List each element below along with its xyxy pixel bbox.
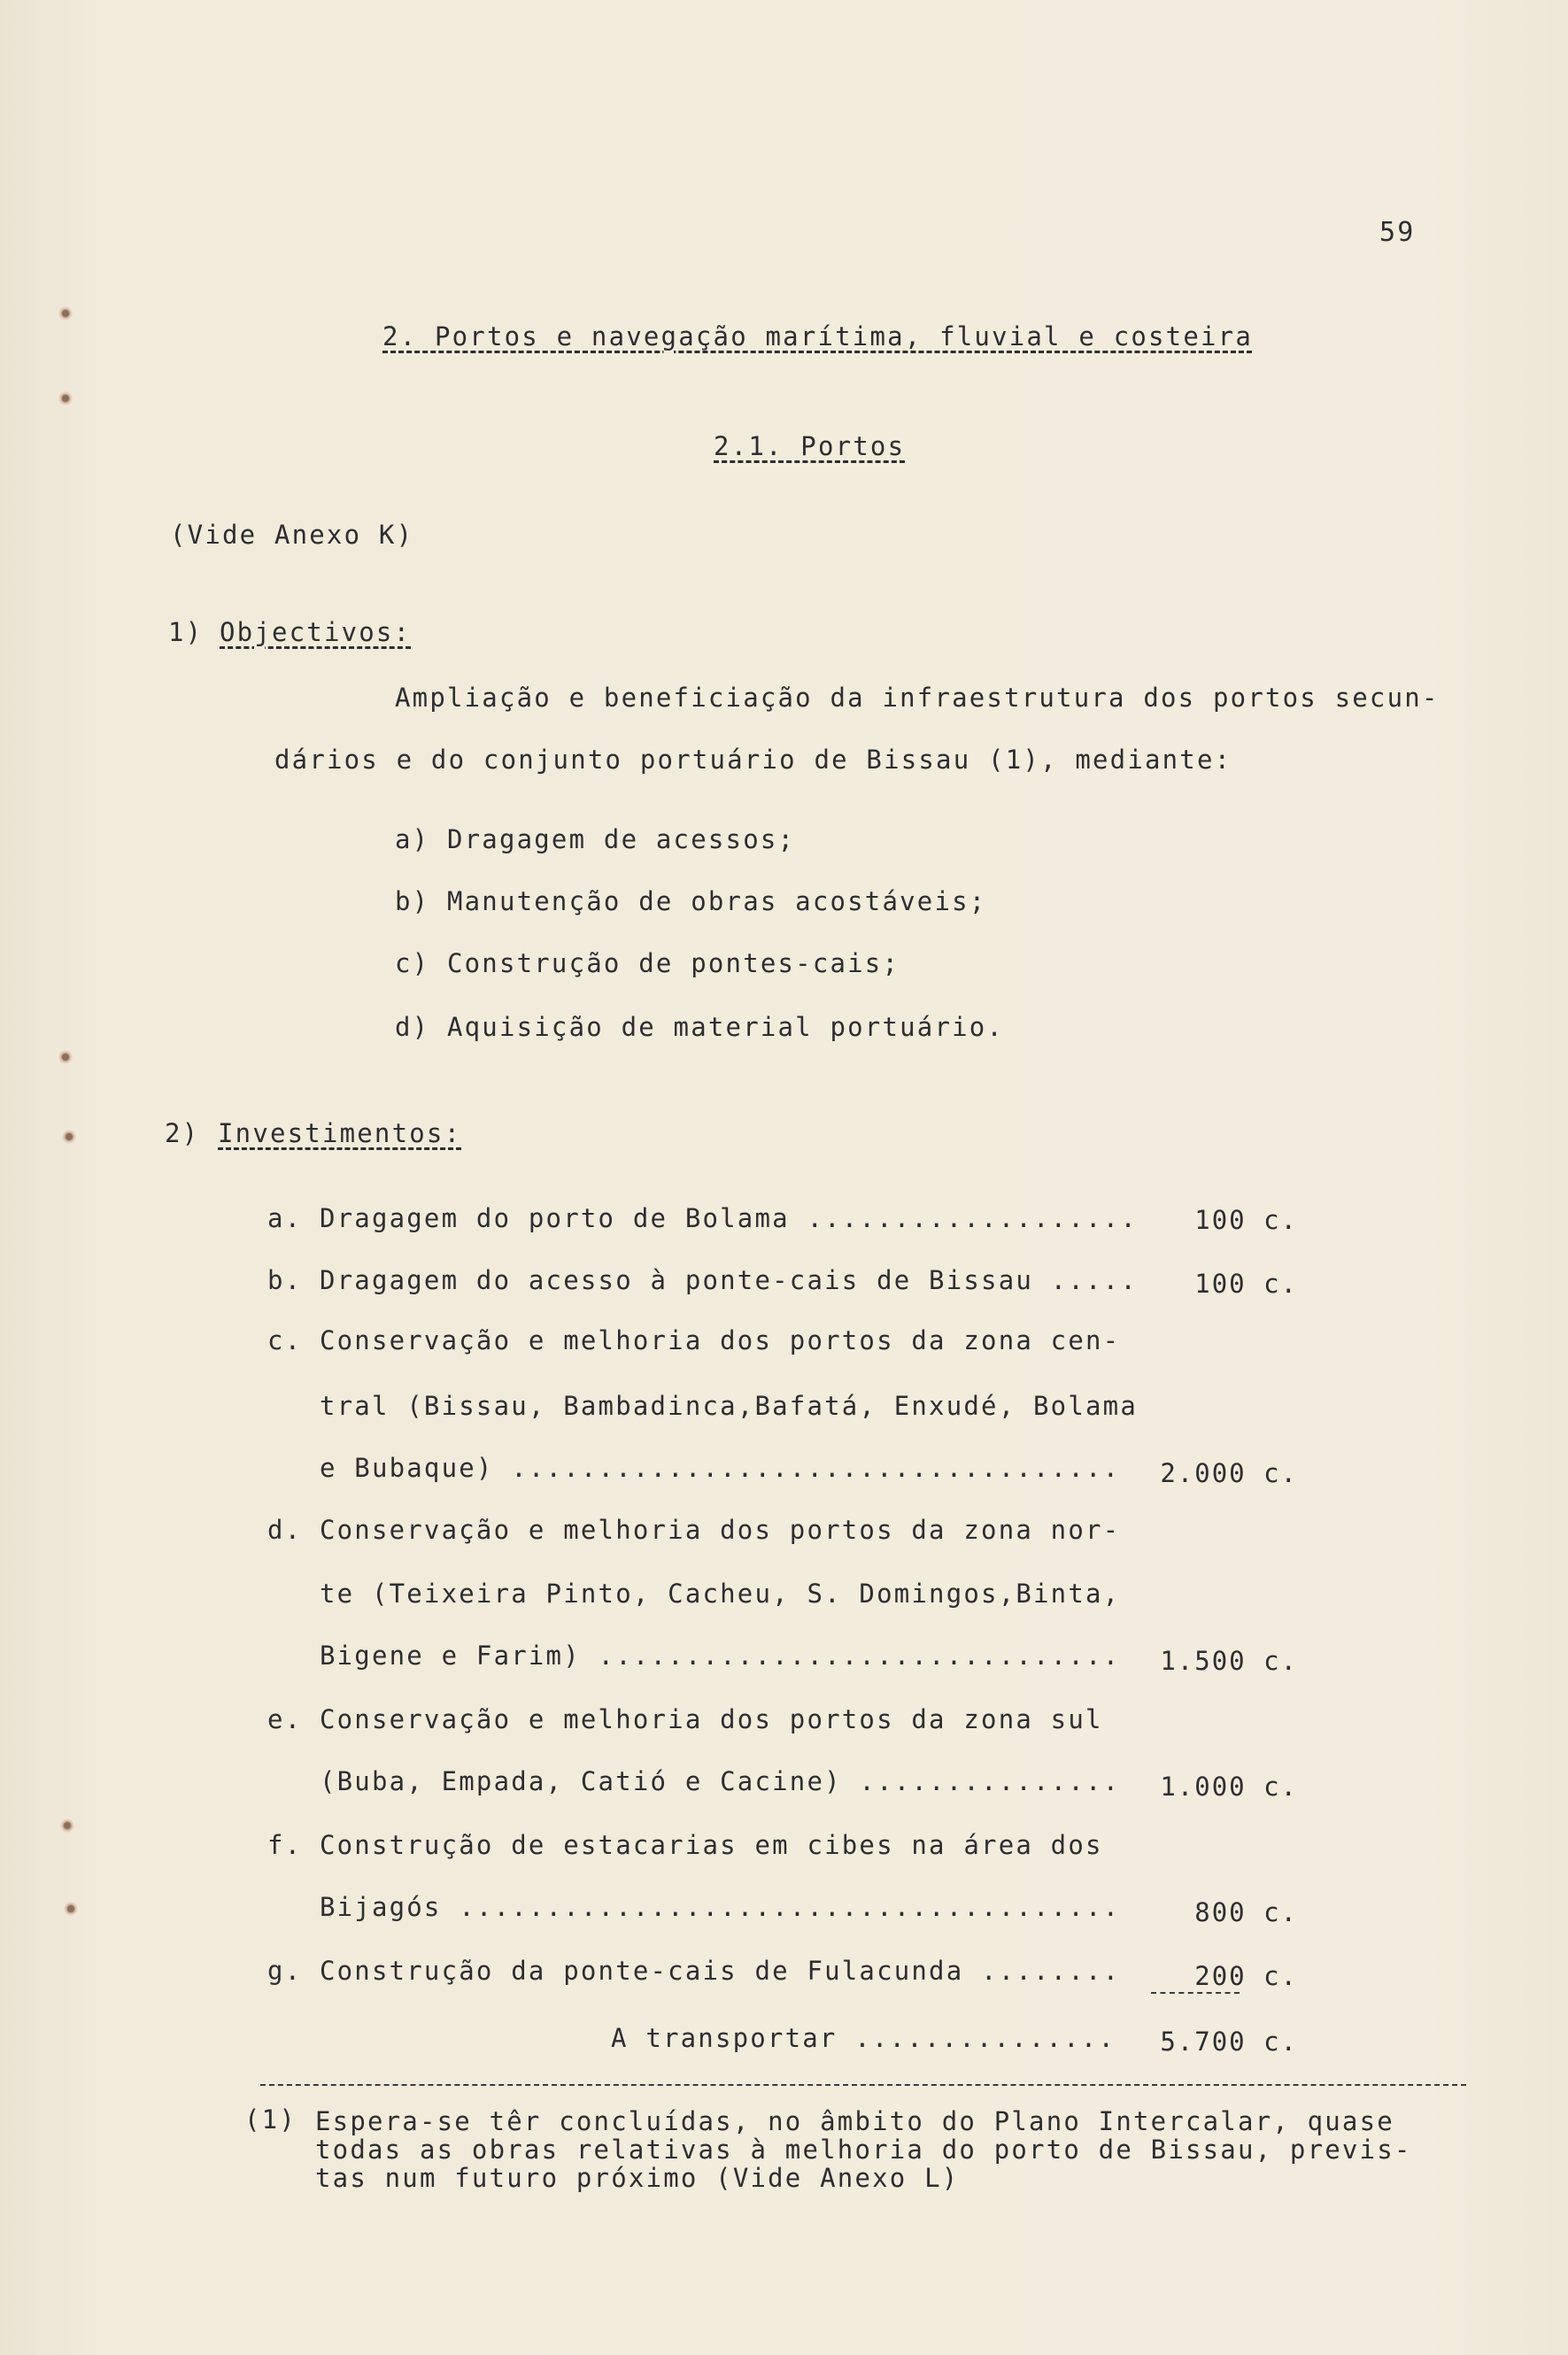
objectives-heading: Objectivos: <box>220 617 412 647</box>
investment-line: tral (Bissau, Bambadinca,Bafatá, Enxudé, Bolama <box>267 1391 1138 1421</box>
investment-amount: 100 c. <box>1194 1269 1298 1299</box>
section-title: 2. Portos e navegação marítima, fluvial e costeira <box>382 321 1253 351</box>
binder-hole <box>64 1902 78 1916</box>
footnote-line: Espera-se têr concluídas, no âmbito do Plano Intercalar, quase <box>315 2106 1394 2136</box>
investments-number: 2) <box>165 1118 200 1148</box>
investment-line: g. Construção da ponte-cais de Fulacunda ........ <box>267 1956 1121 1986</box>
binder-hole <box>62 1130 76 1144</box>
objective-item: b) Manutenção de obras acostáveis; <box>395 886 987 916</box>
binder-hole <box>58 391 73 405</box>
objectives-paragraph-line: dários e do conjunto portuário de Bissau (1), mediante: <box>274 745 1232 775</box>
carry-forward-label: A transportar ............... <box>611 2023 1116 2053</box>
investment-amount: 200 c. <box>1194 1961 1298 1991</box>
footnote-line: todas as obras relativas à melhoria do porto de Bissau, previs- <box>315 2135 1412 2165</box>
subtotal-underline <box>1151 1992 1240 1994</box>
objective-item: a) Dragagem de acessos; <box>395 824 796 854</box>
objectives-paragraph-line: Ampliação e beneficiação da infraestrutura dos portos secun- <box>395 683 1440 713</box>
carry-forward-amount: 5.700 c. <box>1160 2027 1298 2057</box>
footnote-line: tas num futuro próximo (Vide Anexo L) <box>315 2163 960 2193</box>
investment-line: (Buba, Empada, Catió e Cacine) ............... <box>267 1766 1121 1796</box>
binder-hole <box>58 1050 73 1064</box>
binder-hole <box>58 306 73 320</box>
footnote-separator <box>260 2084 1466 2086</box>
investments-heading: Investimentos: <box>218 1118 462 1148</box>
investment-line: b. Dragagem do acesso à ponte-cais de Bissau ..... <box>267 1265 1138 1295</box>
investment-line: Bijagós ...................................... <box>267 1892 1121 1922</box>
binder-hole <box>60 1818 74 1833</box>
investment-amount: 1.000 c. <box>1160 1772 1298 1802</box>
objective-item: c) Construção de pontes-cais; <box>395 948 900 978</box>
investment-line: Bigene e Farim) .............................. <box>267 1641 1121 1671</box>
investment-line: c. Conservação e melhoria dos portos da zona cen- <box>267 1325 1121 1355</box>
investment-amount: 100 c. <box>1194 1205 1298 1235</box>
investment-line: e. Conservação e melhoria dos portos da zona sul <box>267 1704 1103 1734</box>
investment-line: f. Construção de estacarias em cibes na área dos <box>267 1830 1103 1860</box>
investment-amount: 2.000 c. <box>1160 1458 1298 1488</box>
objective-item: d) Aquisição de material portuário. <box>395 1012 1005 1042</box>
page-number: 59 <box>1379 217 1416 248</box>
investment-line: d. Conservação e melhoria dos portos da zona nor- <box>267 1515 1121 1545</box>
objectives-number: 1) <box>168 617 204 647</box>
investment-line: a. Dragagem do porto de Bolama ................... <box>267 1203 1138 1233</box>
investment-amount: 1.500 c. <box>1160 1646 1298 1676</box>
investment-line: e Bubaque) ................................... <box>267 1453 1121 1483</box>
investment-amount: 800 c. <box>1194 1897 1298 1927</box>
investment-line: te (Teixeira Pinto, Cacheu, S. Domingos,Binta, <box>267 1579 1121 1609</box>
subsection-title: 2.1. Portos <box>714 431 906 461</box>
footnote-marker: (1) <box>244 2104 297 2135</box>
reference-note: (Vide Anexo K) <box>170 520 414 550</box>
